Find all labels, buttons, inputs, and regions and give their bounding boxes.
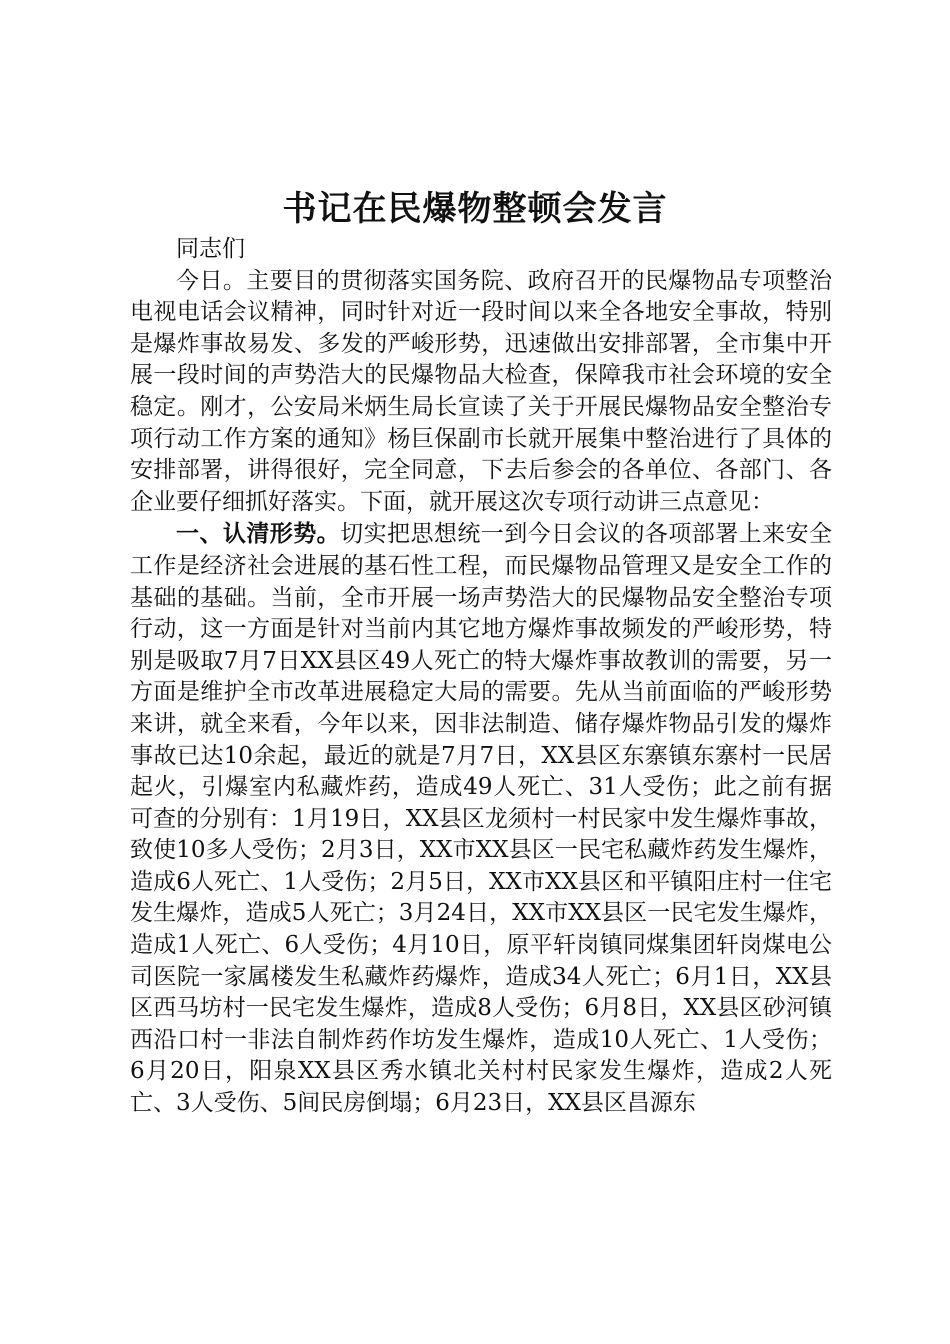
intro-paragraph: 今日。主要目的贯彻落实国务院、政府召开的民爆物品专项整治电视电话会议精神，同时针对近一段时间以来全各地安全事故，特别是爆炸事故易发、多发的严峻形势，迅速做出安排部署，全市集中开展一段时间的声势浩大的民爆物品大检查，保障我市社会环境的安全稳定。刚才，公安局米炳生局长宣读了关于开展民爆物品安全整治专项行动工作方案的通知》杨巨保副市长就开展集中整治进行了具体的安排部署，讲得很好，完全同意，下去后参会的各单位、各部门、各企业要仔细抓好落实。下面，就开展这次专项行动讲三点意见：	[130, 267, 832, 515]
section-1-heading: 一、认清形势。	[176, 520, 341, 548]
section-1-text: 切实把思想统一到今日会议的各项部署上来安全工作是经济社会进展的基石性工程，而民爆物品管理又是安全工作的基础的基础。当前，全市开展一场声势浩大的民爆物品安全整治专项行动，这一方面是针对当前内其它地方爆炸事故频发的严峻形势，特别是吸取7月7日XX县区49人死亡的特大爆炸事故教训的需要，另一方面是维护全市改革进展稳定大局的需要。先从当前面临的严峻形势来讲，就全来看，今年以来，因非法制造、储存爆炸物品引发的爆炸事故已达10余起，最近的就是7月7日，XX县区东寨镇东寨村一民居起火，引爆室内私藏炸药，造成49人死亡、31人受伤；此之前有据可查的分别有：1月19日，XX县区龙须村一村民家中发生爆炸事故，致使10多人受伤；2月3日，XX市XX县区一民宅私藏炸药发生爆炸，造成6人死亡、1人受伤；2月5日，XX市XX县区和平镇阳庄村一住宅发生爆炸，造成5人死亡；3月24日，XX市XX县区一民宅发生爆炸，造成1人死亡、6人受伤；4月10日，原平轩岗镇同煤集团轩岗煤电公司医院一家属楼发生私藏炸药爆炸，造成34人死亡；6月1日，XX县区西马坊村一民宅发生爆炸，造成8人受伤；6月8日，XX县区砂河镇西沿口村一非法自制炸药作坊发生爆炸，造成10人死亡、1人受伤；6月20日，阳泉XX县区秀水镇北关村村民家发生爆炸，造成2人死亡、3人受伤、5间民房倒塌；6月23日，XX县区昌源东	[130, 521, 833, 1117]
document-title: 书记在民爆物整顿会发言	[282, 189, 668, 229]
salutation: 同志们	[176, 236, 245, 262]
section-1-paragraph	[130, 518, 832, 1119]
document-body	[130, 234, 832, 1120]
